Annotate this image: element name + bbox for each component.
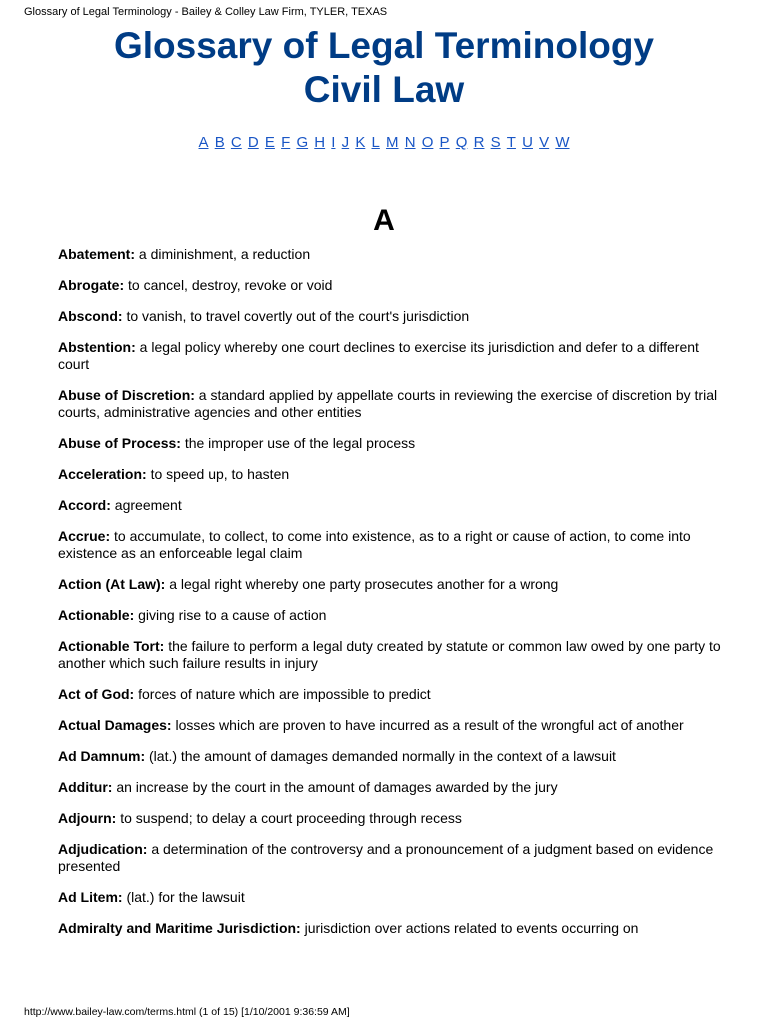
entry-term: Additur: [58,779,113,795]
entry-definition: (lat.) for the lawsuit [126,889,245,905]
title-line-2: Civil Law [303,69,465,110]
alpha-link-t[interactable]: T [506,134,516,151]
entry-term: Abatement: [58,246,136,262]
entry-definition: the improper use of the legal process [184,435,416,451]
entry-definition: a legal policy whereby one court declines to exercise its jurisdiction and defer to a different court [58,339,699,372]
page-title [0,24,768,112]
entry-definition: losses which are proven to have incurred as a result of the wrongful act of another [175,717,684,733]
glossary-entry [58,308,726,325]
entry-definition: to speed up, to hasten [150,466,290,482]
glossary-entry [58,686,726,703]
alpha-link-f[interactable]: F [281,134,291,151]
alpha-link-j[interactable]: J [341,134,350,151]
entry-definition: a determination of the controversy and a pronouncement of a judgment based on evidence presented [58,841,714,874]
glossary-entry [58,607,726,624]
entry-term: Act of God: [58,686,135,702]
glossary-list [58,246,726,951]
alpha-link-q[interactable]: Q [455,134,468,151]
entry-definition: forces of nature which are impossible to predict [138,686,431,702]
entry-term: Ad Damnum: [58,748,146,764]
entry-term: Actual Damages: [58,717,172,733]
glossary-entry [58,638,726,672]
entry-term: Acceleration: [58,466,147,482]
entry-term: Abstention: [58,339,136,355]
entry-term: Abuse of Discretion: [58,387,195,403]
entry-definition: (lat.) the amount of damages demanded normally in the context of a lawsuit [149,748,616,764]
glossary-entry [58,779,726,796]
alpha-link-b[interactable]: B [214,134,225,151]
entry-term: Adjudication: [58,841,148,857]
alpha-link-v[interactable]: V [539,134,550,151]
alphabet-nav [0,133,768,153]
alpha-link-i[interactable]: I [331,134,336,151]
alpha-link-s[interactable]: S [490,134,501,151]
alpha-link-r[interactable]: R [473,134,485,151]
glossary-entry [58,889,726,906]
alpha-link-e[interactable]: E [264,134,275,151]
entry-definition: a legal right whereby one party prosecutes another for a wrong [169,576,559,592]
entry-term: Accord: [58,497,111,513]
entry-term: Action (At Law): [58,576,166,592]
entry-definition: jurisdiction over actions related to events occurring on [304,920,639,936]
entry-definition: a diminishment, a reduction [138,246,311,262]
glossary-entry [58,387,726,421]
entry-definition: a standard applied by appellate courts in reviewing the exercise of discretion by trial courts, administrative agencies and other entities [58,387,718,420]
alpha-link-k[interactable]: K [355,134,366,151]
entry-term: Actionable: [58,607,135,623]
entry-definition: giving rise to a cause of action [138,607,327,623]
alpha-link-a[interactable]: A [198,134,209,151]
glossary-entry [58,576,726,593]
alpha-link-d[interactable]: D [247,134,259,151]
entry-term: Abscond: [58,308,123,324]
alpha-link-m[interactable]: M [386,134,399,151]
glossary-entry [58,810,726,827]
glossary-entry [58,435,726,452]
glossary-entry [58,339,726,373]
alpha-link-l[interactable]: L [371,134,380,151]
alpha-link-h[interactable]: H [314,134,326,151]
entry-term: Admiralty and Maritime Jurisdiction: [58,920,301,936]
entry-definition: the failure to perform a legal duty created by statute or common law owed by one party to another which such failure results in injury [58,638,721,671]
glossary-entry [58,841,726,875]
section-heading-a: A [373,204,395,237]
entry-definition: to vanish, to travel covertly out of the court's jurisdiction [126,308,470,324]
entry-term: Ad Litem: [58,889,123,905]
glossary-entry [58,466,726,483]
entry-term: Abrogate: [58,277,125,293]
glossary-entry [58,920,726,937]
entry-definition: to suspend; to delay a court proceeding through recess [120,810,462,826]
entry-term: Actionable Tort: [58,638,165,654]
alpha-link-c[interactable]: C [230,134,242,151]
entry-definition: an increase by the court in the amount of damages awarded by the jury [116,779,558,795]
glossary-entry [58,497,726,514]
glossary-entry [58,717,726,734]
entry-term: Abuse of Process: [58,435,181,451]
entry-term: Adjourn: [58,810,117,826]
glossary-entry [58,246,726,263]
glossary-entry [58,748,726,765]
entry-definition: agreement [114,497,182,513]
glossary-entry [58,277,726,294]
alpha-link-w[interactable]: W [555,134,570,151]
page-footer: http://www.bailey-law.com/terms.html (1 of 15) [1/10/2001 9:36:59 AM] [24,1006,350,1018]
alpha-link-g[interactable]: G [296,134,309,151]
page-header: Glossary of Legal Terminology - Bailey & Colley Law Firm, TYLER, TEXAS [24,6,388,18]
title-line-1: Glossary of Legal Terminology [113,25,655,66]
alpha-link-n[interactable]: N [404,134,416,151]
alpha-link-u[interactable]: U [522,134,533,151]
entry-definition: to accumulate, to collect, to come into existence, as to a right or cause of action, to come into existence as an enforceable legal claim [58,528,691,561]
entry-term: Accrue: [58,528,111,544]
glossary-entry [58,528,726,562]
alpha-link-p[interactable]: P [439,134,450,151]
entry-definition: to cancel, destroy, revoke or void [128,277,333,293]
alpha-link-o[interactable]: O [421,134,434,151]
